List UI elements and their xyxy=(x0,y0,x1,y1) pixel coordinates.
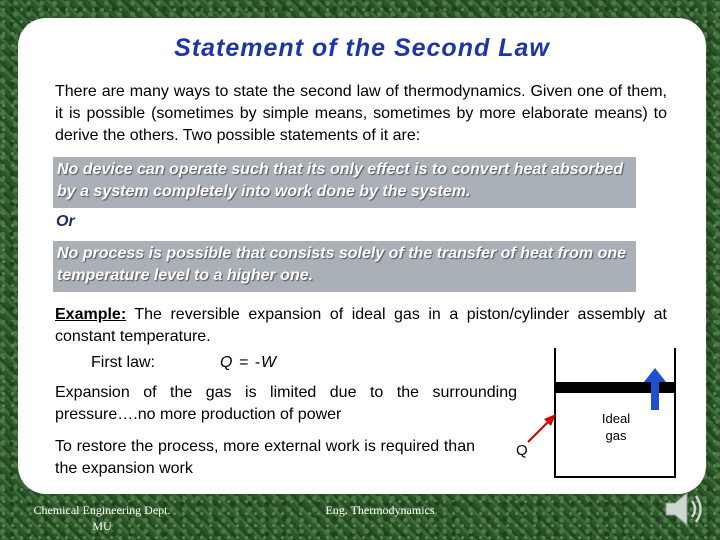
heat-arrow-icon xyxy=(526,412,558,444)
expansion-paragraph: Expansion of the gas is limited due to the surrounding pressure….no more production of power xyxy=(55,384,517,423)
example-text: The reversible expansion of ideal gas in a piston/cylinder assembly at constant temperature. xyxy=(55,306,667,345)
footer-dept-line1: Chemical Engineering Dept. xyxy=(33,503,171,517)
gas-label-line1: Ideal xyxy=(601,411,631,426)
speaker-icon[interactable] xyxy=(662,488,706,530)
footer-department xyxy=(12,502,192,534)
slide-title: Statement of the Second Law xyxy=(174,34,550,62)
example-label: Example: xyxy=(55,306,127,323)
first-law-label: First law: xyxy=(91,354,155,371)
footer-course: Eng. Thermodynamics xyxy=(325,503,435,517)
example-paragraph xyxy=(55,304,667,348)
intro-paragraph: There are many ways to state the second law of thermodynamics. Given one of them, it is possible (sometimes by simple means, sometimes by more elaborate means) to derive the others. Two possible statements of it are: xyxy=(55,83,667,144)
or-text: Or xyxy=(56,213,75,230)
cylinder-wall-right xyxy=(674,348,676,478)
restore-paragraph: To restore the process, more external work is required than the expansion work xyxy=(55,438,475,477)
heat-q-label: Q xyxy=(516,442,528,459)
expansion-arrow-icon xyxy=(644,368,666,410)
statement-2: No process is possible that consists solely of the transfer of heat from one temperature level to a higher one. xyxy=(53,241,636,292)
footer-dept-line2: MU xyxy=(92,519,112,533)
gas-label-line2: gas xyxy=(605,428,627,443)
statement-1: No device can operate such that its only effect is to convert heat absorbed by a system completely into work done by the system. xyxy=(53,157,636,208)
slide xyxy=(18,18,706,494)
cylinder-bottom xyxy=(554,476,676,478)
first-law-equation: Q = -W xyxy=(220,354,278,371)
ideal-gas-label xyxy=(578,410,654,444)
